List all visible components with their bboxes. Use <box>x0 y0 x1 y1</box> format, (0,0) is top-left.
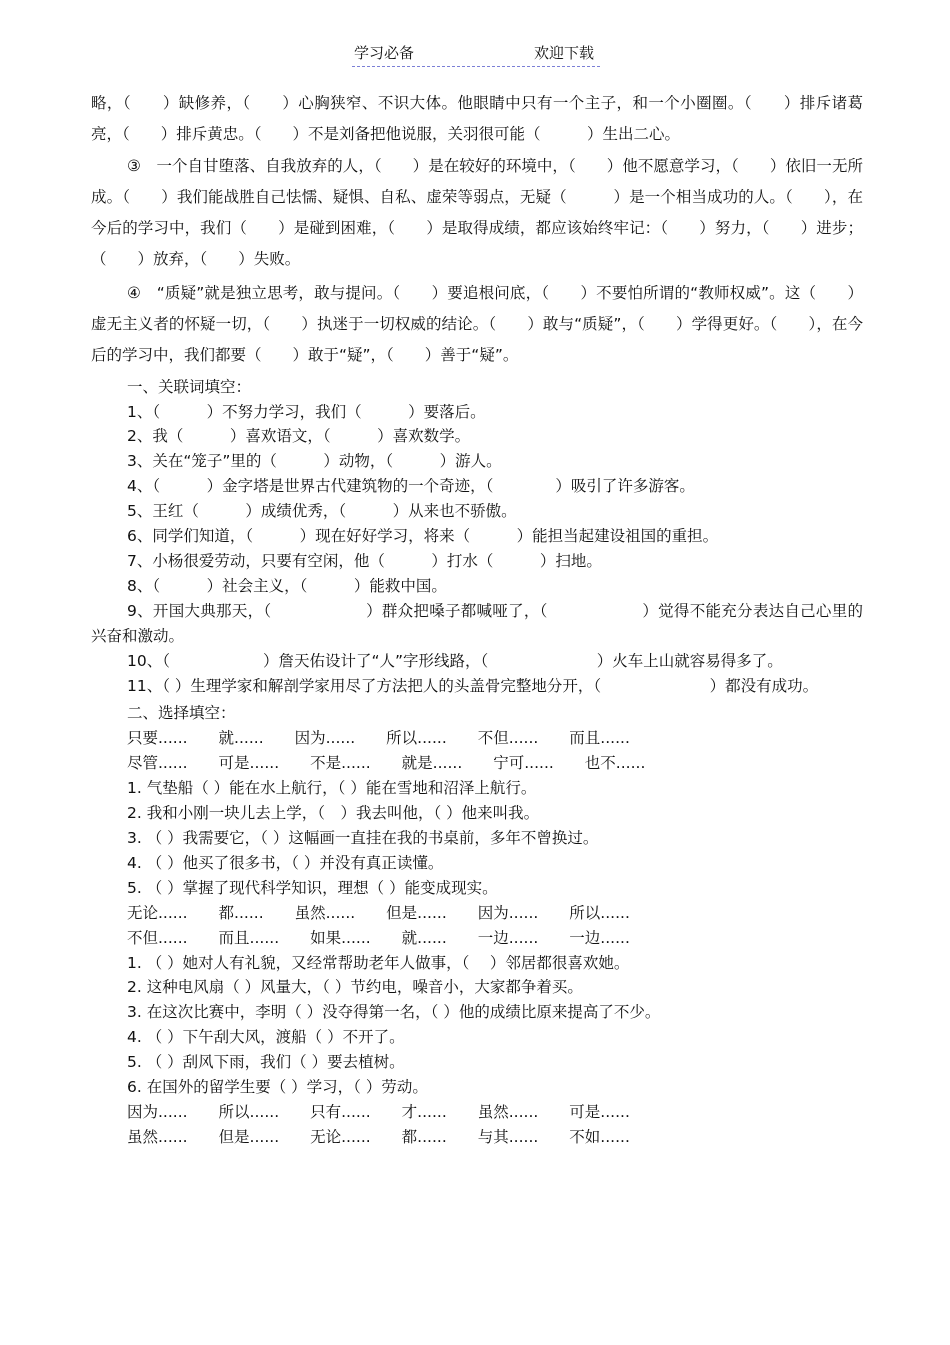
exercise-item: 1. 气垫船（ ）能在水上航行，（ ）能在雪地和沼泽上航行。 <box>127 779 537 798</box>
header-left-text: 学习必备 <box>354 44 415 62</box>
option-row: 虽然...... 但是...... 无论...... 都...... 与其...... 不如...... <box>127 1127 630 1146</box>
exercise-item: 3、关在“笼子”里的（ ）动物，（ ）游人。 <box>127 452 502 471</box>
exercise-item: 4、（ ）金字塔是世界古代建筑物的一个奇迹，（ ）吸引了许多游客。 <box>127 477 695 496</box>
exercise-item: 2. 我和小刚一块儿去上学，（ ）我去叫他，（ ）他来叫我。 <box>127 804 540 823</box>
exercise-item: 6. 在国外的留学生要（ ）学习，（ ）劳动。 <box>127 1078 428 1097</box>
exercise-item: 2. 这种电风扇（ ）风量大，（ ）节约电，噪音小，大家都争着买。 <box>127 978 583 997</box>
exercise-item: 4. （ ）他买了很多书，（ ）并没有真正读懂。 <box>127 853 444 872</box>
paragraph-4: ④ “质疑”就是独立思考，敢与提问。（ ）要追根问底，（ ）不要怕所谓的“教师权威”。这（ ）虚无主义者的怀疑一切，（ ）执迷于一切权威的结论。（ ）敢与“质疑”，（ ）学得更好。（ ），在今后的学习中，我们都要（ ）敢于“疑”，（ ）善于“疑”。 <box>91 283 863 365</box>
option-row: 无论...... 都...... 虽然...... 但是...... 因为...... 所以...... <box>127 903 630 922</box>
exercise-item: 2、我（ ）喜欢语文，（ ）喜欢数学。 <box>127 427 471 446</box>
paragraph-3: ③ 一个自甘堕落、自我放弃的人，（ ）是在较好的环境中，（ ）他不愿意学习，（ ）依旧一无所成。（ ）我们能战胜自己怯懦、疑惧、自私、虚荣等弱点，无疑（ ）是一个相当成功的人。（ ），在今后的学习中，我们（ ）是碰到困难，（ ）是取得成绩，都应该始终牢记：（ ）努力，（ ）进步；（ ）放弃，（ ）失败。 <box>91 156 863 269</box>
exercise-item: 8、（ ）社会主义，（ ）能救中国。 <box>127 576 447 595</box>
exercise-item: 4. （ ）下午刮大风，渡船（ ）不开了。 <box>127 1028 405 1047</box>
exercise-item: 5. （ ）掌握了现代科学知识，理想（ ）能变成现实。 <box>127 878 498 897</box>
section-title: 一、关联词填空： <box>127 377 252 396</box>
option-row: 不但...... 而且...... 如果...... 就...... 一边...... 一边...... <box>127 928 630 947</box>
exercise-item: 1. （ ）她对人有礼貌，又经常帮助老年人做事，（ ）邻居都很喜欢她。 <box>127 953 630 972</box>
exercise-item: 5. （ ）刮风下雨，我们（ ）要去植树。 <box>127 1053 405 1072</box>
section-choice-fill <box>91 701 863 1149</box>
document-body <box>91 88 863 1150</box>
exercise-item: 5、王红（ ）成绩优秀，（ ）从来也不骄傲。 <box>127 502 517 521</box>
exercise-item: 9、开国大典那天，（ ）群众把嗓子都喊哑了，（ ）觉得不能充分表达自己心里的兴奋和激动。 <box>91 601 863 645</box>
exercise-item: 7、小杨很爱劳动，只要有空闲，他（ ）打水（ ）扫地。 <box>127 552 602 571</box>
exercise-item: 10、（ ）詹天佑设计了“人”字形线路，（ ）火车上山就容易得多了。 <box>127 651 783 670</box>
page-header <box>352 38 600 67</box>
section-conjunction-fill <box>91 375 863 699</box>
option-row: 只要...... 就...... 因为...... 所以...... 不但...... 而且...... <box>127 729 630 748</box>
exercise-item: 11、（ ）生理学家和解剖学家用尽了方法把人的头盖骨完整地分开，（ ）都没有成功。 <box>127 676 819 695</box>
option-row: 尽管...... 可是...... 不是...... 就是...... 宁可...... 也不...... <box>127 754 646 773</box>
exercise-item: 1、（ ）不努力学习，我们（ ）要落后。 <box>127 402 486 421</box>
exercise-item: 3. （ ）我需要它，（ ）这幅画一直挂在我的书桌前，多年不曾换过。 <box>127 828 599 847</box>
header-right-text: 欢迎下载 <box>533 44 594 62</box>
exercise-item: 6、同学们知道，（ ）现在好好学习，将来（ ）能担当起建设祖国的重担。 <box>127 527 719 546</box>
option-row: 因为...... 所以...... 只有...... 才...... 虽然...... 可是...... <box>127 1102 630 1121</box>
section-title: 二、选择填空： <box>127 704 236 723</box>
exercise-item: 3. 在这次比赛中，李明（ ）没夺得第一名，（ ）他的成绩比原来提高了不少。 <box>127 1003 661 1022</box>
paragraph-continued: 略，（ ）缺修养，（ ）心胸狭窄、不识大体。他眼睛中只有一个主子，和一个小圈圈。（ ）排斥诸葛亮，（ ）排斥黄忠。（ ）不是刘备把他说服，关羽很可能（ ）生出二心。 <box>91 94 863 144</box>
